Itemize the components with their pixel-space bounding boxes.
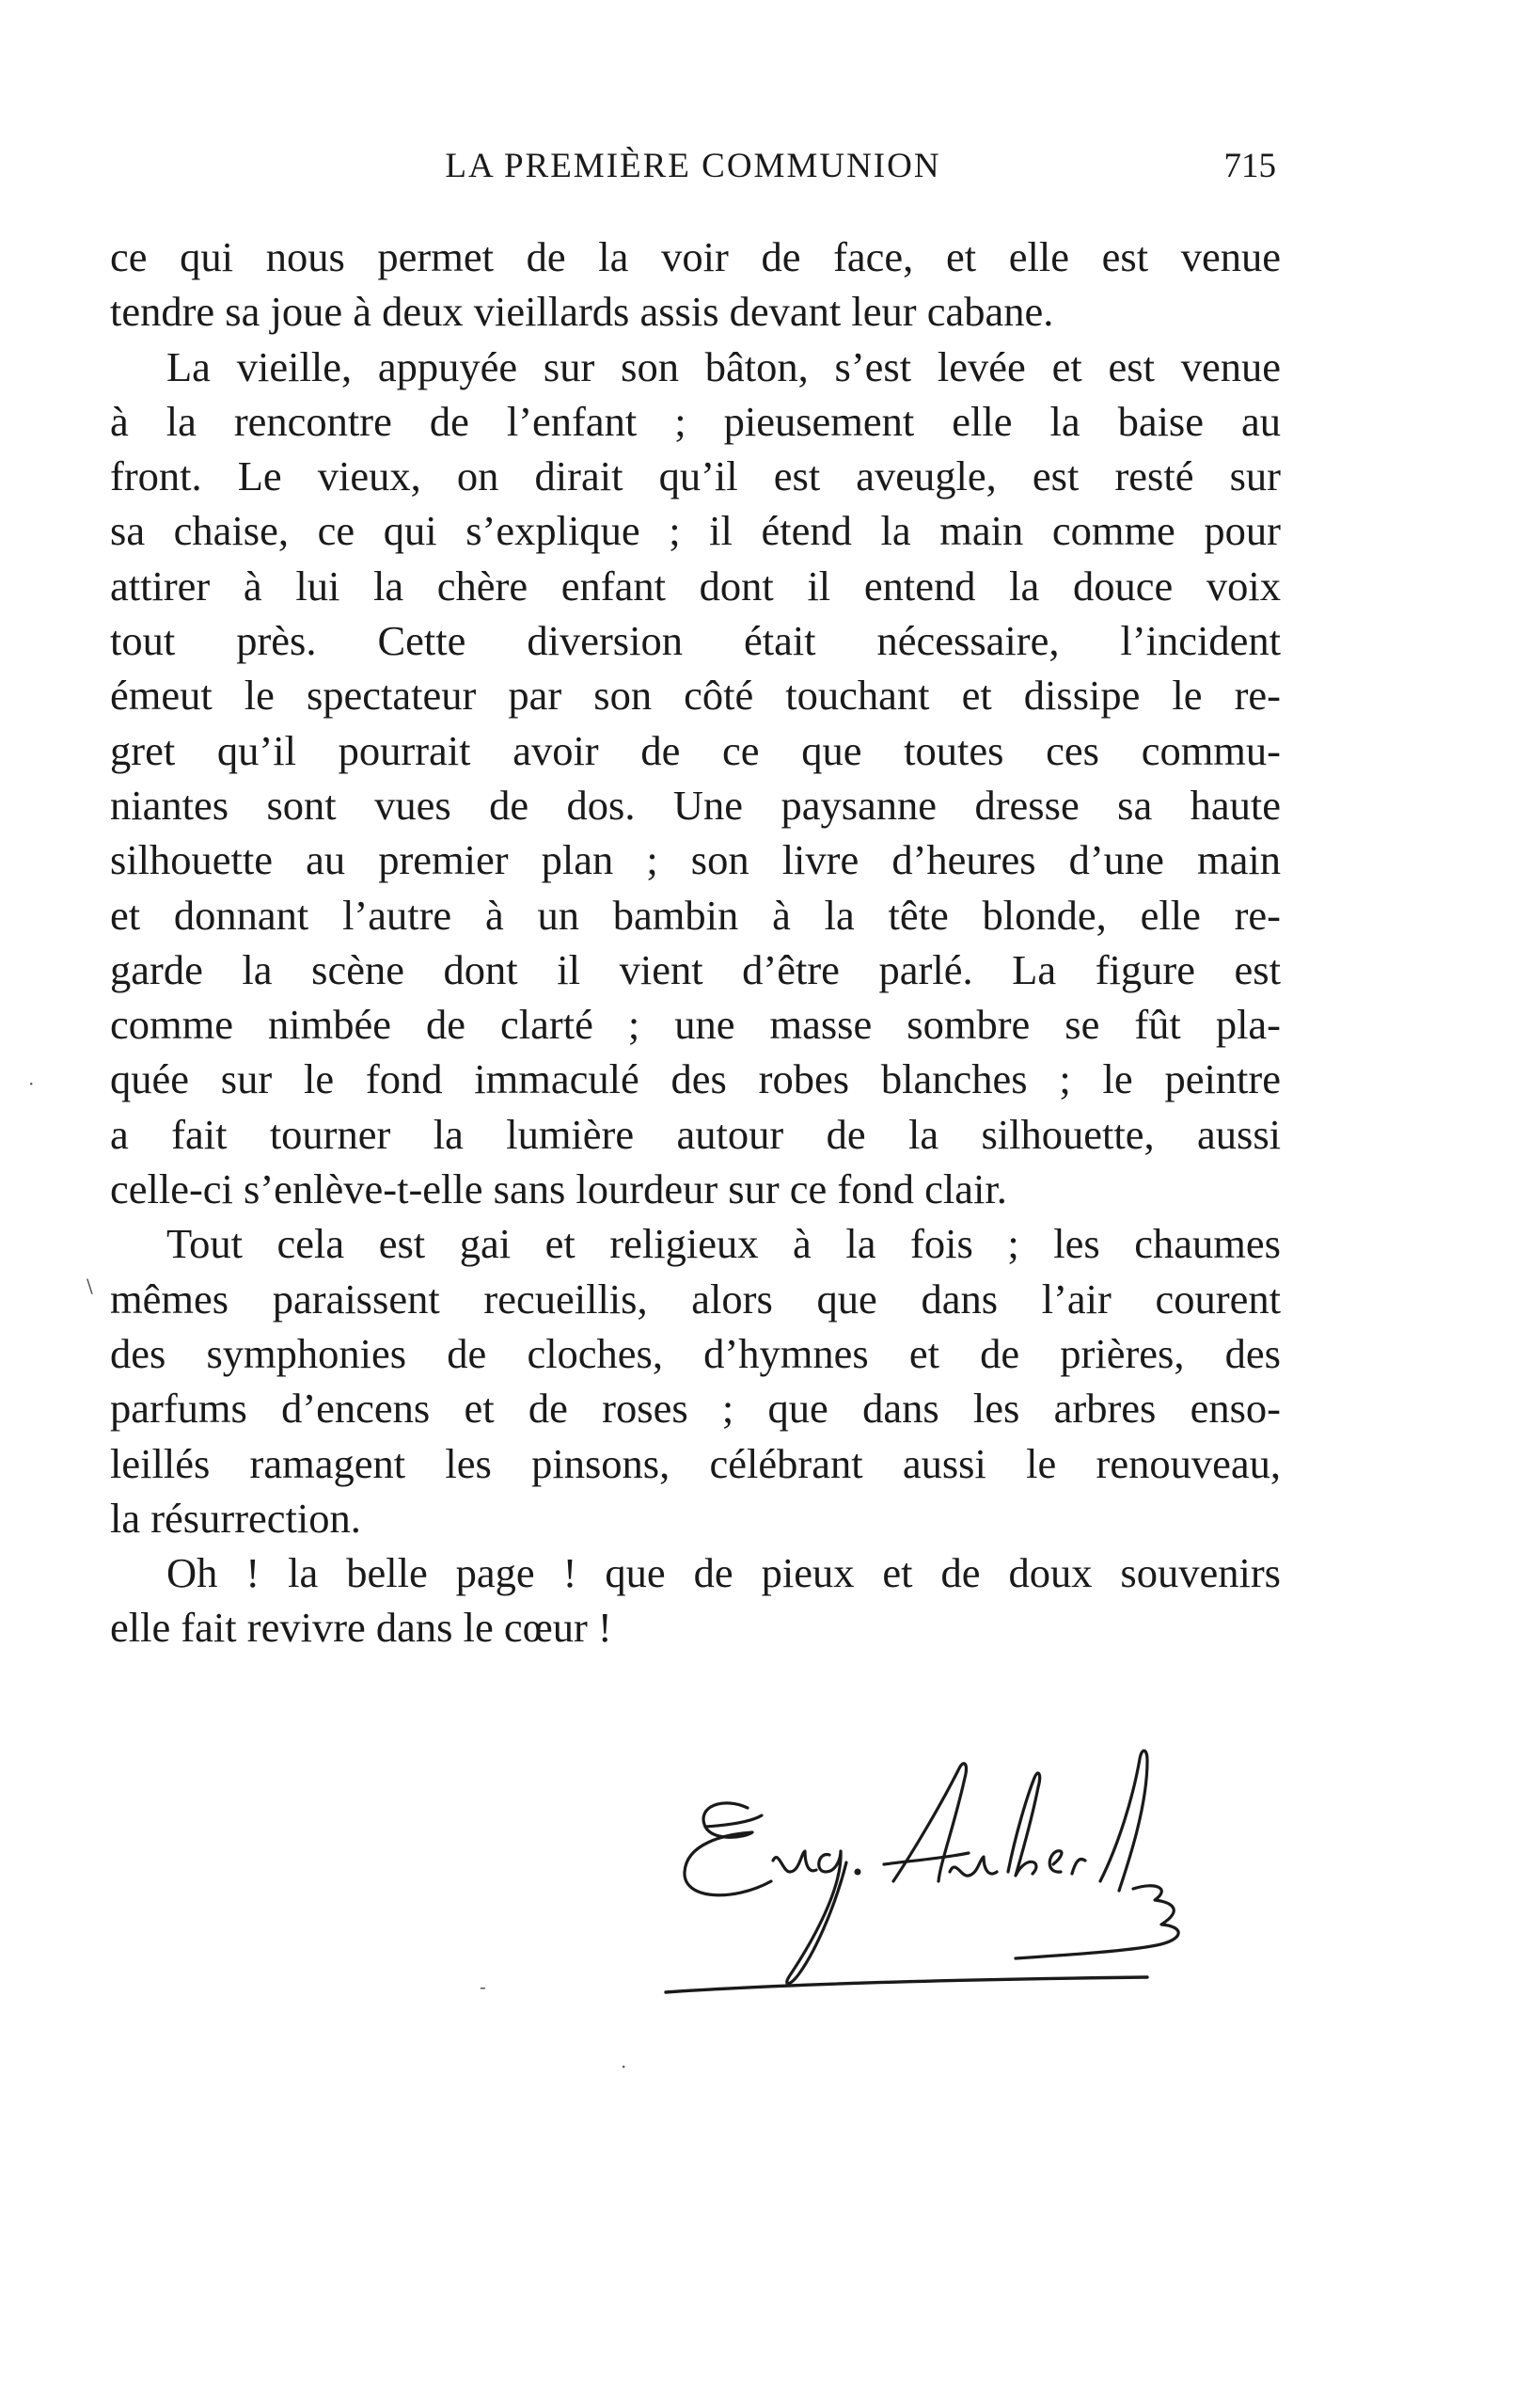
text-line: quée sur le fond immaculé des robes blanches ; le peintre bbox=[110, 1055, 1281, 1103]
text-line: elle fait revivre dans le cœur ! bbox=[110, 1604, 612, 1652]
text-line: front. Le vieux, on dirait qu’il est aveugle, est resté sur bbox=[110, 452, 1281, 500]
text-line: tout près. Cette diversion était nécessaire, l’incident bbox=[110, 617, 1281, 665]
text-line: leillés ramagent les pinsons, célébrant aussi le renouveau, bbox=[110, 1439, 1281, 1487]
page-header bbox=[110, 146, 1276, 202]
text-line: celle-ci s’enlève-t-elle sans lourdeur sur ce fond clair. bbox=[110, 1165, 1007, 1213]
text-line: comme nimbée de clarté ; une masse sombre se fût pla- bbox=[110, 1001, 1281, 1049]
text-line: garde la scène dont il vient d’être parlé. La figure est bbox=[110, 945, 1281, 993]
scan-speck: · bbox=[28, 1072, 35, 1095]
scan-speck: - bbox=[480, 1975, 486, 1998]
running-title: LA PREMIÈRE COMMUNION bbox=[445, 147, 941, 185]
text-line: et donnant l’autre à un bambin à la tête blonde, elle re- bbox=[110, 891, 1281, 939]
text-line: ce qui nous permet de la voir de face, et elle est venue bbox=[110, 233, 1281, 280]
scan-speck: \ bbox=[87, 1275, 93, 1297]
text-line: attirer à lui la chère enfant dont il entend la douce voix bbox=[110, 562, 1281, 610]
paragraph bbox=[110, 1545, 1281, 1656]
text-line: tendre sa joue à deux vieillards assis devant leur cabane. bbox=[110, 288, 1054, 336]
text-line: niantes sont vues de dos. Une paysanne dresse sa haute bbox=[110, 781, 1281, 829]
text-line: gret qu’il pourrait avoir de ce que toutes ces commu- bbox=[110, 726, 1281, 774]
text-line: émeut le spectateur par son côté touchant et dissipe le re- bbox=[110, 672, 1281, 720]
text-line: sa chaise, ce qui s’explique ; il étend la main comme pour bbox=[110, 507, 1281, 555]
text-line: Oh ! la belle page ! que de pieux et de doux souvenirs bbox=[166, 1549, 1281, 1597]
text-line: Tout cela est gai et religieux à la fois ; les chaumes bbox=[166, 1220, 1281, 1268]
signature-image bbox=[658, 1740, 1298, 2022]
text-line: silhouette au premier plan ; son livre d’heures d’une main bbox=[110, 836, 1281, 884]
text-line: mêmes paraissent recueillis, alors que dans l’air courent bbox=[110, 1275, 1281, 1323]
paragraph bbox=[110, 340, 1281, 1217]
text-line: la résurrection. bbox=[110, 1494, 361, 1542]
page-number: 715 bbox=[1223, 147, 1276, 185]
text-line: a fait tourner la lumière autour de la silhouette, aussi bbox=[110, 1110, 1281, 1158]
text-line: des symphonies de cloches, d’hymnes et de prières, des bbox=[110, 1329, 1281, 1377]
text-line: parfums d’encens et de roses ; que dans les arbres enso- bbox=[110, 1385, 1281, 1433]
paragraph bbox=[110, 1216, 1281, 1545]
paragraph bbox=[110, 230, 1281, 340]
body-text bbox=[110, 230, 1281, 1656]
text-line: à la rencontre de l’enfant ; pieusement elle la baise au bbox=[110, 397, 1281, 445]
scan-speck: · bbox=[621, 2055, 627, 2078]
text-line: La vieille, appuyée sur son bâton, s’est levée et est venue bbox=[166, 342, 1281, 390]
